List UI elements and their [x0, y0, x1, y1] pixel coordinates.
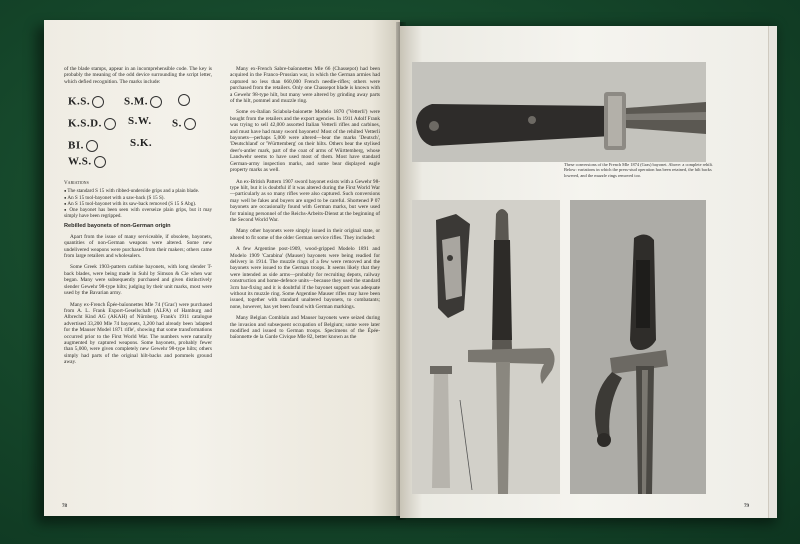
- intro-paragraph: of the blade stamps, appear in an incomprehensible code. The key is probably the meaning of the odd device surrounding the script letter, which defied recognition. The marks include:: [64, 66, 212, 85]
- left-page: [44, 20, 400, 516]
- stamp-icon: [94, 156, 106, 168]
- photo-caption: These conversions of the French Mle 1874 (Gras) bayonet. Above: a complete rehilt. Below: variations in which the press-stud operation has been retained, the hilt backs lowered, and the muzzle rings removed too.: [564, 162, 713, 178]
- mark-bi: BI.: [68, 140, 98, 152]
- paragraph: Some Greek 1903-pattern carbine bayonets, with long slender T-back blades, were being made in Suhl by Simson & Cie when war began. Many were subsequently purchased and given distinctively slender Gewehr 98-type hilts; judging by their unit marks, most were used by the Bavarian army.: [64, 264, 212, 297]
- paragraph: Many ex-French Sabre-baïonnettes Mle 66 (Chassepot) had been acquired in the Franco-Prussian war, in which the German armies had captured no less than 660,000 French needle-rifles; others were purchased from the retailers. Only one Chassepot blade is known with a Gewehr 98-type hilt, but many were altered by grinding away parts of the hilt, pommel and muzzle ring.: [230, 66, 380, 105]
- gras-bayonet-illustration: [570, 200, 706, 494]
- stamp-icon: [86, 140, 98, 152]
- paragraph: Many other bayonets were simply issued in their original state, or altered to fit some of the older German service rifles. They included:: [230, 228, 380, 241]
- mark-sw: S.W.: [128, 115, 152, 128]
- photo-rehilt-bayonet: [412, 62, 706, 162]
- stamp-icon: [184, 118, 196, 130]
- mark-sm: S.M.: [124, 96, 162, 108]
- mark-stamp-only: [176, 94, 188, 106]
- variation-item: ● An S 15 tool-bayonet with a saw-back (S 15 S).: [64, 195, 212, 201]
- variations-title: Variations: [64, 180, 89, 187]
- stamp-icon: [104, 118, 116, 130]
- section-heading: Rebilled bayonets of non-German origin: [64, 223, 171, 230]
- variation-item: ● The standard S 15 with ribbed-underside grips and a plain blade.: [64, 188, 212, 194]
- paragraph: A few Argentine post-1909, wood-gripped Modelo 1891 and Modelo 1909 'Carabina' (Mauser) bayonets were being readied for delivery in 1914. The muzzle rings of a few were removed and the bayonets were issued to the German troops. It seems likely that they were intended as side arms—probably for recruiting depots, railway construction and home-defence units—because they used the standard 3cm bar-fixing and it is doubtful if the bayonet support was adequate without its muzzle ring. Some Argentine Mauser rifles may have been issued, together with standard unaltered bayonets, to combatants; none, however, has yet been found with German markings.: [230, 246, 380, 310]
- photo-bayonet-variations: [412, 200, 560, 494]
- page-number-left: 78: [62, 504, 67, 509]
- stamp-icon: [178, 94, 190, 106]
- left-column-2: [230, 66, 380, 346]
- cover-edge: [768, 26, 777, 518]
- mark-ks: K.S.: [68, 96, 104, 108]
- paragraph: Many ex-French Épée-baïonnettes Mle 74 ('Gras') were purchased from A. L. Frank Export-Gesellschaft (ALFA) of Hamburg and Albrecht Kind AG (AKAH) of Nürnberg. Frank's 1911 catalogue advertised 33,200 Mle 74 bayonets, 3,200 had already been 'adapted for the Mauser Model 1871 rifle', showing that some transformations occurred prior to the First World War. The numbers were naturally augmented by captured weapons. Some bayonets, probably fewer than 5,000, were given completely new Gewehr 98-type hilts; others simply had parts of the original hilt-backs and pommels ground away.: [64, 301, 212, 366]
- stamp-icon: [92, 96, 104, 108]
- paragraph: Some ex-Italian Sciabola-baionette Modelo 1870 ('Vetterli') were bought from the retailers and the export agencies. In 1911 Adolf Frank was trying to sell 42,000 assorted Italian Vetterli rifles and carbines, and must have had many sword bayonets! Most of the rehilted Vetterli bayonets—perhaps 5,000 were altered—bear the marks 'Deutsch', 'Deutschland' or 'Württemberg' on their hilts. Others bear the stylised deer's-antler mark, part of the coat of arms of Württemberg, whose Landwehr seems to have used most of them. Most have standard German-army inspection marks, and some bear displayed eagle property marks as well.: [230, 109, 380, 174]
- photo-gras-bayonet: [570, 200, 706, 494]
- paragraph: Apart from the issue of many serviceable, if obsolete, bayonets, quantities of non-German weapons were altered. Some new undelivered weapons were purchased from their makers; others came from large retailers and wholesalers.: [64, 233, 212, 260]
- page-number-right: 79: [744, 504, 749, 509]
- maker-marks: [64, 90, 212, 168]
- variation-item: ● One bayonet has been seen with overseize plain grips, but it may simply have been regripped.: [64, 207, 212, 219]
- right-page: [400, 26, 770, 518]
- paragraph: Many Belgian Comblain and Mauser bayonets were seized during the invasion and subsequent occupation of Belgium; some were later modified and issued to German troops. Specimens of the Épée-baïonnette de la Garde Civique Mle 82, better known as the: [230, 315, 380, 341]
- mark-s: S.: [172, 118, 196, 130]
- stamp-icon: [150, 96, 162, 108]
- variations-list: [64, 180, 212, 219]
- paragraph: An ex-British Pattern 1907 sword bayonet exists with a Gewehr 98-type hilt, but it is doubtful if it was altered during the First World War—particularly as so many rifles were also captured. Such conversions may well be fakes and buyers are urged to be careful. Shortened P 07 bayonets are occasionally found with German marks, but were used for training personnel of the Reichs-Arbeits-Dienst at the beginning of the Second World War.: [230, 178, 380, 223]
- bayonet-variations-illustration: [412, 200, 560, 494]
- variation-item: ● An S 15 tool-bayonet with its saw-back removed (S 15 S Abg).: [64, 201, 212, 207]
- mark-sk: S.K.: [130, 137, 153, 150]
- mark-ksd: K.S.D.: [68, 118, 116, 130]
- left-column-1: [64, 66, 212, 371]
- bayonet-top-illustration: [412, 62, 706, 162]
- mark-ws: W.S.: [68, 156, 106, 168]
